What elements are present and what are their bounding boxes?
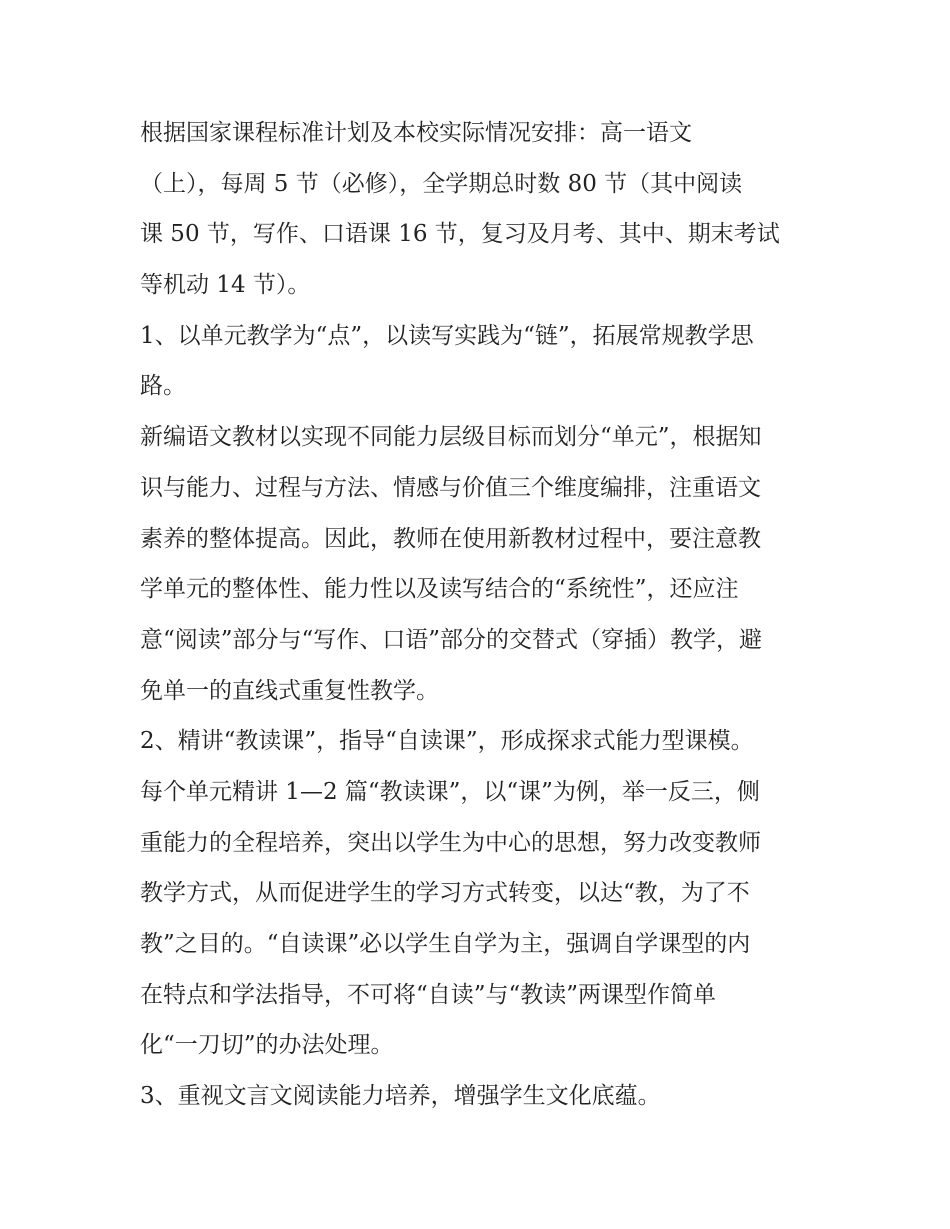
- section-heading-1: 1、以单元教学为“点”，以读写实践为“链”，拓展常规教学思: [140, 322, 754, 349]
- text-line: 教学方式，从而促进学生的学习方式转变，以达“教，为了不: [140, 880, 750, 907]
- section-heading-3: 3、重视文言文阅读能力培养，增强学生文化底蕴。: [140, 1083, 661, 1110]
- text-line: 课 50 节，写作、口语课 16 节，复习及月考、其中、期末考试: [140, 221, 780, 248]
- text-line: （上），每周 5 节（必修），全学期总时数 80 节（其中阅读: [140, 170, 743, 197]
- text-line: 新编语文教材以实现不同能力层级目标而划分“单元”，根据知: [140, 424, 762, 451]
- text-line: 重能力的全程培养，突出以学生为中心的思想，努力改变教师: [140, 829, 761, 856]
- text-line: 素养的整体提高。因此，教师在使用新教材过程中，要注意教: [140, 525, 761, 552]
- text-line: 意“阅读”部分与“写作、口语”部分的交替式（穿插）教学，避: [140, 626, 763, 653]
- section-heading-1-cont: 路。: [140, 373, 186, 400]
- text-line: 免单一的直线式重复性教学。: [140, 677, 439, 704]
- text-line: 每个单元精讲 1—2 篇“教读课”，以“课”为例，举一反三，侧: [140, 778, 760, 805]
- text-line: 识与能力、过程与方法、情感与价值三个维度编排，注重语文: [140, 474, 761, 501]
- section-heading-2: 2、精讲“教读课”，指导“自读课”，形成探求式能力型课模。: [140, 728, 754, 755]
- text-line: 等机动 14 节）。: [140, 272, 311, 299]
- text-line: 教”之目的。“自读课”必以学生自学为主，强调自学课型的内: [140, 931, 751, 957]
- text-line: 化“一刀切”的办法处理。: [140, 1032, 394, 1059]
- text-line: 在特点和学法指导，不可将“自读”与“教读”两课型作简单: [140, 981, 717, 1008]
- document-body: [140, 108, 830, 1122]
- text-line: 根据国家课程标准计划及本校实际情况安排：高一语文: [140, 120, 692, 146]
- text-line: 学单元的整体性、能力性以及读写结合的“系统性”，还应注: [140, 576, 739, 603]
